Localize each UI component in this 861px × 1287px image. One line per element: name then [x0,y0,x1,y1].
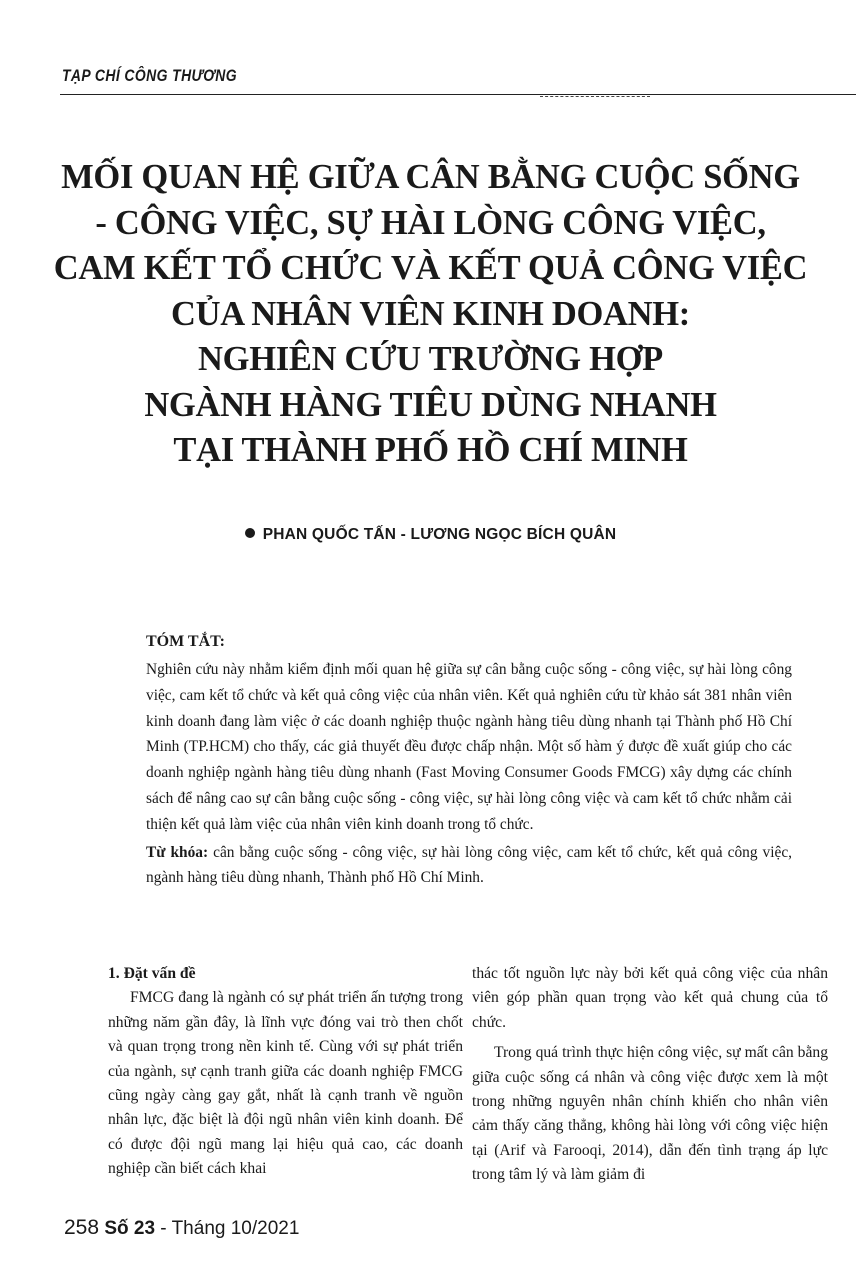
authors-names: PHAN QUỐC TẤN - LƯƠNG NGỌC BÍCH QUÂN [262,526,617,543]
title-line: TẠI THÀNH PHỐ HỒ CHÍ MINH [173,431,688,469]
title-line: MỐI QUAN HỆ GIỮA CÂN BẰNG CUỘC SỐNG [61,158,800,196]
article-title [40,155,821,474]
title-line: CỦA NHÂN VIÊN KINH DOANH: [171,294,690,333]
keywords-label: Từ khóa: [146,843,209,861]
abstract-heading: TÓM TẮT: [146,633,225,650]
header-rule [60,94,856,95]
journal-name: TẠP CHÍ CÔNG THƯƠNG [62,66,238,85]
section-title: 1. Đặt vấn đề [108,965,196,982]
abstract [146,657,792,891]
abstract-body: Nghiên cứu này nhằm kiểm định mối quan hệ giữa sự cân bằng cuộc sống - công việc, sự hài lòng công việc, cam kết tổ chức và kết quả công việc của nhân viên. Kết quả nghiên cứu từ khảo sát 381 nhân viên kinh doanh đang làm việc ở các doanh nghiệp thuộc ngành hàng tiêu dùng nhanh tại Thành phố Hồ Chí Minh (TP.HCM) cho thấy, các giả thuyết đều được chấp nhận. Một số hàm ý được đề xuất giúp cho các doanh nghiệp ngành hàng tiêu dùng nhanh (Fast Moving Consumer Goods FMCG) xây dựng các chính sách để nâng cao sự cân bằng cuộc sống - công việc, sự hài lòng công việc và cam kết tổ chức nhằm cải thiện kết quả làm việc của nhân viên kinh doanh trong tổ chức. [146,661,792,833]
paragraph: Trong quá trình thực hiện công việc, sự mất cân bằng giữa cuộc sống cá nhân và công việc được xem là một trong những nguyên nhân chính khiến cho nhân viên cảm thấy căng thẳng, không hài lòng với công việc hiện tại (Arif và Farooqi, 2014), dẫn đến tình trạng áp lực trong tâm lý và làm giảm đi [472,1044,828,1184]
bullet-icon [245,528,255,538]
paragraph: thác tốt nguồn lực này bởi kết quả công việc của nhân viên góp phần quan trọng vào kết quả chung của tổ chức. [472,965,828,1031]
keywords-text: cân bằng cuộc sống - công việc, sự hài lòng công việc, cam kết tổ chức, kết quả công việc, ngành hàng tiêu dùng nhanh, Thành phố Hồ Chí Minh. [146,843,792,887]
left-column [108,962,463,1182]
page-number: 258 [64,1216,100,1239]
title-line: NGÀNH HÀNG TIÊU DÙNG NHANH [144,385,717,424]
title-line: NGHIÊN CỨU TRƯỜNG HỢP [198,340,663,378]
title-line: - CÔNG VIỆC, SỰ HÀI LÒNG CÔNG VIỆC, [95,203,766,242]
authors [0,526,861,544]
page-footer [64,1216,299,1240]
right-column [472,962,828,1188]
issue-date: - Tháng 10/2021 [155,1218,300,1239]
keywords [146,840,792,892]
header-rule-dots [540,96,650,97]
issue-number: Số 23 [104,1218,156,1239]
paragraph: FMCG đang là ngành có sự phát triển ấn tượng trong những năm gần đây, là lĩnh vực đóng vai trò then chốt và quan trọng trong nền kinh tế. Cùng với sự phát triển của ngành, sự cạnh tranh giữa các doanh nghiệp FMCG cũng ngày càng gay gắt, nhất là cạnh tranh về nguồn nhân lực, đặc biệt là đội ngũ nhân viên kinh doanh. Để có được đội ngũ mang lại hiệu quả cao, các doanh nghiệp cần biết cách khai [108,989,463,1178]
title-line: CAM KẾT TỔ CHỨC VÀ KẾT QUẢ CÔNG VIỆC [53,249,808,287]
